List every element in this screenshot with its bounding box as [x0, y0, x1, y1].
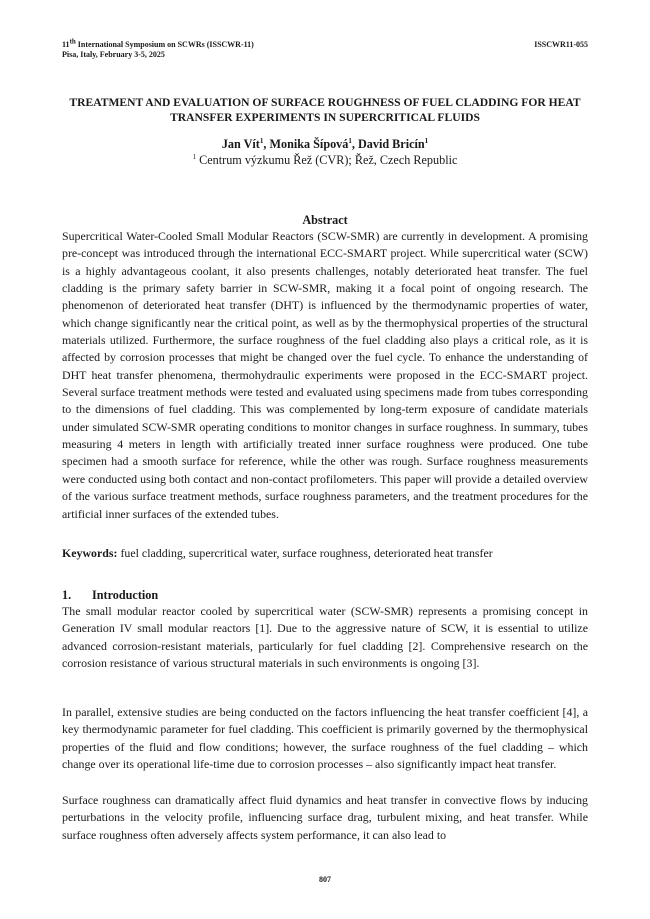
- keywords-list: fuel cladding, supercritical water, surface roughness, deteriorated heat transfer: [117, 546, 493, 560]
- section-title: Introduction: [92, 588, 159, 602]
- author-name: David Bricín: [357, 137, 425, 151]
- author-name: Monika Šípová: [269, 137, 349, 151]
- section-heading: [62, 588, 588, 603]
- paper-title: TREATMENT AND EVALUATION OF SURFACE ROUGHNESS OF FUEL CLADDING FOR HEAT TRANSFER EXPERIMENTS IN SUPERCRITICAL FLUIDS: [69, 96, 581, 124]
- paper-id: ISSCWR11-055: [534, 40, 588, 49]
- author-affil-mark: 1: [259, 136, 264, 145]
- keywords-label: Keywords:: [62, 546, 118, 560]
- keywords: [62, 546, 588, 561]
- conference-name: 11th International Symposium on SCWRs (ISSCWR-11): [62, 37, 254, 49]
- section-number: 1.: [62, 588, 72, 602]
- author-affil-mark: 1: [348, 136, 352, 145]
- abstract-heading: Abstract: [302, 213, 348, 227]
- affiliation: $^1$ Centrum výzkumu Řež (CVR); Řež, Czech Republic: [192, 152, 458, 167]
- author-affil-mark: 1: [424, 136, 429, 145]
- running-header-left: [62, 37, 254, 60]
- author-name: Jan Vít: [221, 137, 260, 151]
- intro-paragraph: In parallel, extensive studies are being conducted on the factors influencing the heat transfer coefficient [4], a key thermodynamic parameter for fuel cladding. This coefficient is primarily governed by the thermophysical properties of the fluid and flow conditions; however, the surface roughness of the fuel cladding – which change over its operational life-time due to corrosion processes – also significantly impact heat transfer.: [62, 705, 588, 771]
- abstract-text: Supercritical Water-Cooled Small Modular Reactors (SCW-SMR) are currently in development. A promising pre-concept was introduced through the international ECC-SMART project. While supercritical water (SCW) is a highly advantageous coolant, it also presents challenges, notably deteriorated heat transfer. The fuel cladding is the primary safety barrier in SCW-SMR, making it a focal point of ongoing research. The phenomenon of deteriorated heat transfer (DHT) is influenced by the thermodynamic properties of water, which change significantly near the critical point, as well as by the thermophysical properties of the structural materials utilized. Furthermore, the surface roughness of the fuel cladding also plays a critical role, as it is affected by corrosion processes that might be changed over the fuel cycle. To enhance the understanding of DHT heat transfer phenomena, thermohydraulic experiments were proposed in the ECC-SMART project. Several surface treatment methods were tested and evaluated using specimens made from tubes corresponding to the dimensions of fuel cladding. This was complemented by long-term exposure of candidate materials under simulated SCW-SMR operating conditions to monitor changes in surface roughness. In summary, tubes measuring 4 meters in length with artificially treated inner surface roughness were produced. One tube specimen had a smooth surface for reference, while the other was rough. Surface roughness measurements were conducted using both contact and non-contact profilometers. This paper will provide a detailed overview of the various surface treatment methods, surface roughness parameters, and the treatment procedures for the artificial inner surfaces of the extended tubes.: [62, 229, 588, 521]
- conference-location-date: Pisa, Italy, February 3-5, 2025: [62, 50, 165, 59]
- intro-paragraph: The small modular reactor cooled by supercritical water (SCW-SMR) represents a promising concept in Generation IV small modular reactors [1]. Due to the aggressive nature of SCW, it is essential to utilize advanced corrosion-resistant materials, particularly for fuel cladding [2]. Comprehensive research on the corrosion resistance of various structural materials in such environments is ongoing [3].: [62, 604, 588, 670]
- author-list: Jan Vít$^1$, Monika Šípová$^1$, David Bricín$^1$: [221, 136, 429, 151]
- intro-paragraph: Surface roughness can dramatically affect fluid dynamics and heat transfer in convective flows by inducing perturbations in the velocity profile, influencing surface drag, turbulent mixing, and heat transfer. While surface roughness often adversely affects system performance, it can also lead to: [62, 793, 588, 842]
- page-number: 807: [319, 875, 331, 884]
